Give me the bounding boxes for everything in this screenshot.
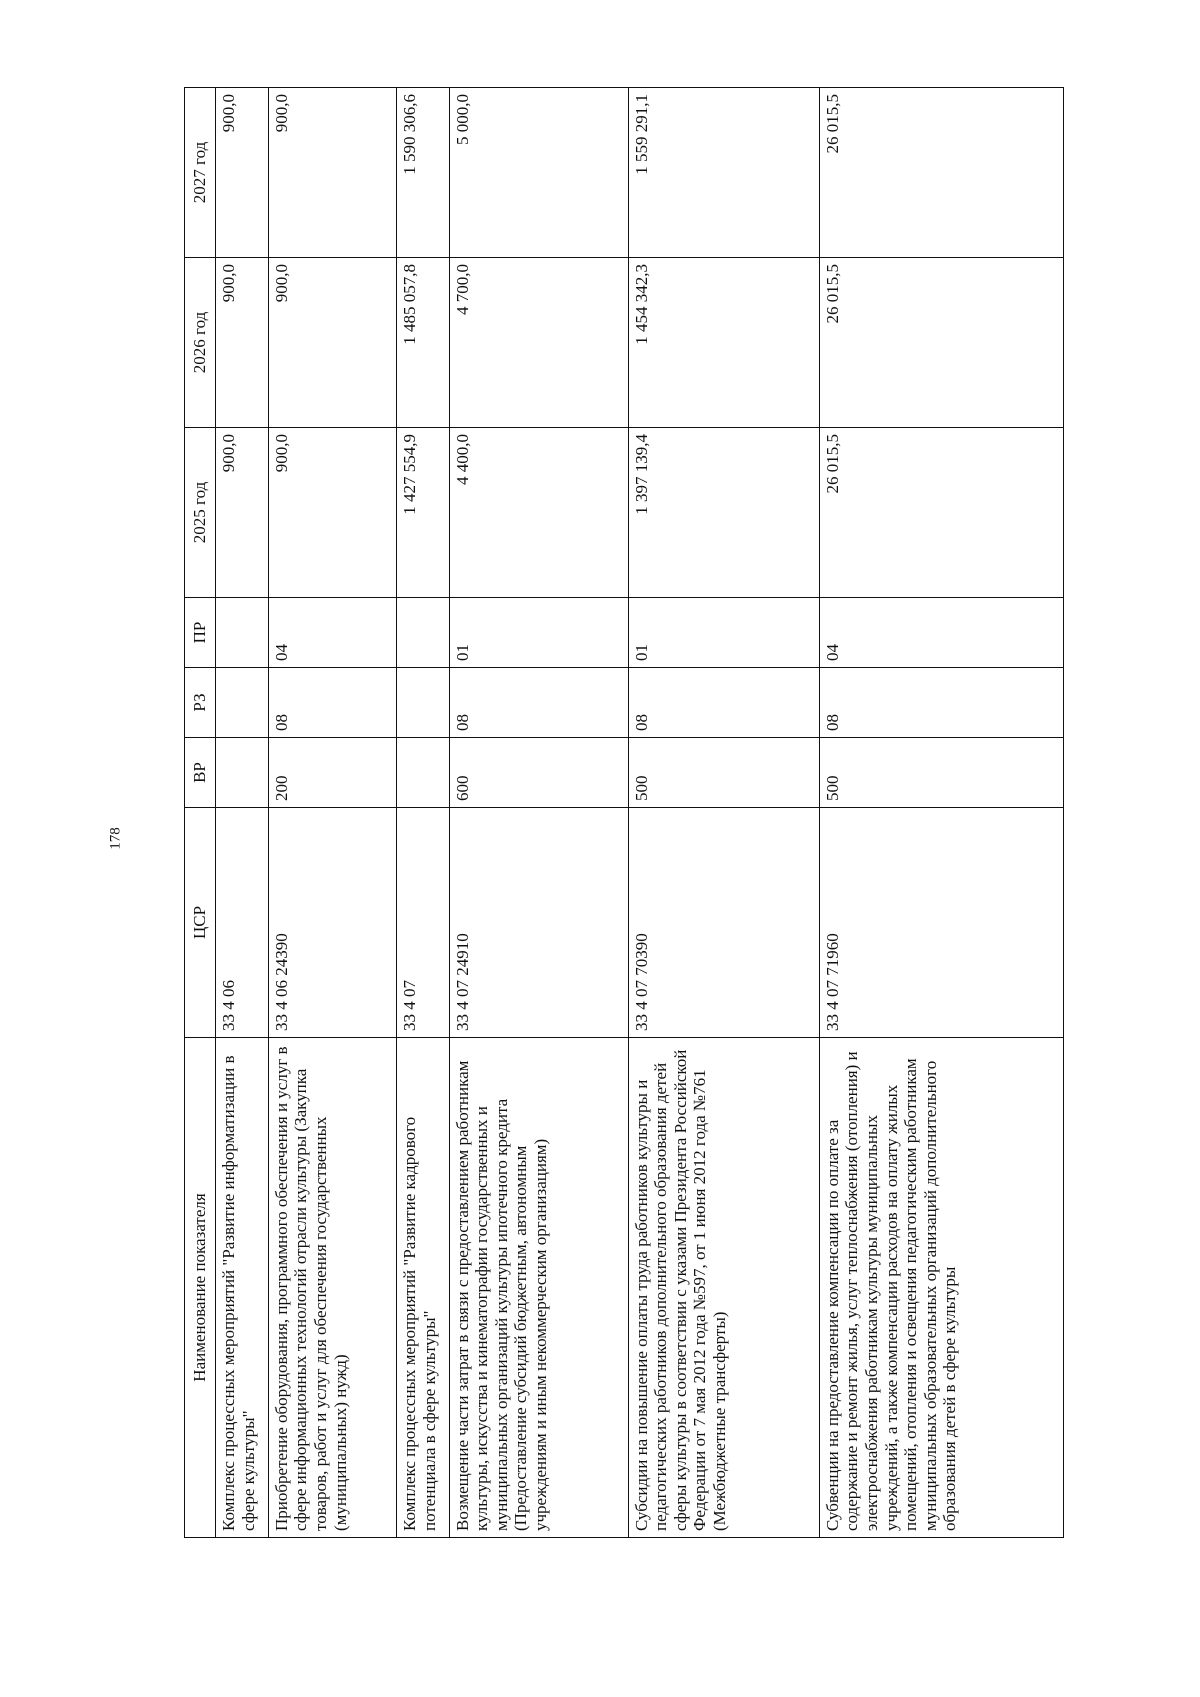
- row-pr: 01: [449, 598, 628, 668]
- header-name: Наименование показателя: [185, 1038, 216, 1538]
- row-name: Субвенции на предоставление компенсации по оплате за содержание и ремонт жилья, услуг теплоснабжения (отопления) и электроснабжения работникам культуры муниципальных учреждений, а также компенсации расходов на оплату жилых помещений, отопления и освещения педагогическим работникам муниципальных образовательных организаций дополнительного образования детей в сфере культуры: [819, 1038, 1063, 1538]
- header-2025: 2025 год: [185, 428, 216, 598]
- row-2027: 900,0: [216, 88, 269, 258]
- row-rz: 08: [449, 668, 628, 738]
- row-csr: 33 4 06: [216, 808, 269, 1038]
- table-row: [628, 88, 819, 1538]
- header-pr: ПР: [185, 598, 216, 668]
- row-2027: 26 015,5: [819, 88, 1063, 258]
- table-row: [449, 88, 628, 1538]
- budget-table: [184, 87, 1064, 1538]
- table-row: [819, 88, 1063, 1538]
- table-row: [396, 88, 449, 1538]
- row-vr: 500: [819, 738, 1063, 808]
- row-name: Субсидии на повышение оплаты труда работников культуры и педагогических работников дополнительного образования детей сферы культуры в соответствии с указами Президента Российской Федерации от 7 мая 2012 года №597, от 1 июня 2012 года №761 (Межбюджетные трансферты): [628, 1038, 819, 1538]
- row-2027: 5 000,0: [449, 88, 628, 258]
- table-row: [268, 88, 396, 1538]
- row-2026: 1 485 057,8: [396, 258, 449, 428]
- row-2026: 900,0: [216, 258, 269, 428]
- row-2027: 1 559 291,1: [628, 88, 819, 258]
- row-2025: 900,0: [268, 428, 396, 598]
- row-2025: 26 015,5: [819, 428, 1063, 598]
- row-name: Комплекс процессных мероприятий "Развитие информатизации в сфере культуры": [216, 1038, 269, 1538]
- row-pr: 04: [268, 598, 396, 668]
- row-rz: 08: [628, 668, 819, 738]
- row-rz: 08: [819, 668, 1063, 738]
- row-2025: 1 427 554,9: [396, 428, 449, 598]
- table-header-row: [185, 88, 216, 1538]
- row-pr: 04: [819, 598, 1063, 668]
- row-2026: 26 015,5: [819, 258, 1063, 428]
- row-rz: [396, 668, 449, 738]
- row-vr: [216, 738, 269, 808]
- page-number: 178: [107, 827, 124, 850]
- header-csr: ЦСР: [185, 808, 216, 1038]
- row-vr: 200: [268, 738, 396, 808]
- row-csr: 33 4 06 24390: [268, 808, 396, 1038]
- header-2027: 2027 год: [185, 88, 216, 258]
- row-pr: 01: [628, 598, 819, 668]
- header-rz: РЗ: [185, 668, 216, 738]
- row-2026: 1 454 342,3: [628, 258, 819, 428]
- row-2026: 4 700,0: [449, 258, 628, 428]
- row-vr: 500: [628, 738, 819, 808]
- row-2025: 1 397 139,4: [628, 428, 819, 598]
- row-csr: 33 4 07 24910: [449, 808, 628, 1038]
- row-2026: 900,0: [268, 258, 396, 428]
- row-rz: [216, 668, 269, 738]
- table-row: [216, 88, 269, 1538]
- row-csr: 33 4 07 70390: [628, 808, 819, 1038]
- row-csr: 33 4 07: [396, 808, 449, 1038]
- row-vr: [396, 738, 449, 808]
- row-rz: 08: [268, 668, 396, 738]
- row-2025: 900,0: [216, 428, 269, 598]
- row-pr: [216, 598, 269, 668]
- header-vr: ВР: [185, 738, 216, 808]
- row-2025: 4 400,0: [449, 428, 628, 598]
- header-2026: 2026 год: [185, 258, 216, 428]
- row-2027: 900,0: [268, 88, 396, 258]
- row-2027: 1 590 306,6: [396, 88, 449, 258]
- row-name: Комплекс процессных мероприятий "Развитие кадрового потенциала в сфере культуры": [396, 1038, 449, 1538]
- row-csr: 33 4 07 71960: [819, 808, 1063, 1038]
- row-pr: [396, 598, 449, 668]
- rotated-table-container: [184, 88, 1064, 1538]
- row-vr: 600: [449, 738, 628, 808]
- row-name: Возмещение части затрат в связи с предоставлением работникам культуры, искусства и кинематографии государственных и муниципальных организаций культуры ипотечного кредита (Предоставление субсидий бюджетным, автономным учреждениям и иным некоммерческим организациям): [449, 1038, 628, 1538]
- row-name: Приобретение оборудования, программного обеспечения и услуг в сфере информационных технологий отрасли культуры (Закупка товаров, работ и услуг для обеспечения государственных (муниципальных) нужд): [268, 1038, 396, 1538]
